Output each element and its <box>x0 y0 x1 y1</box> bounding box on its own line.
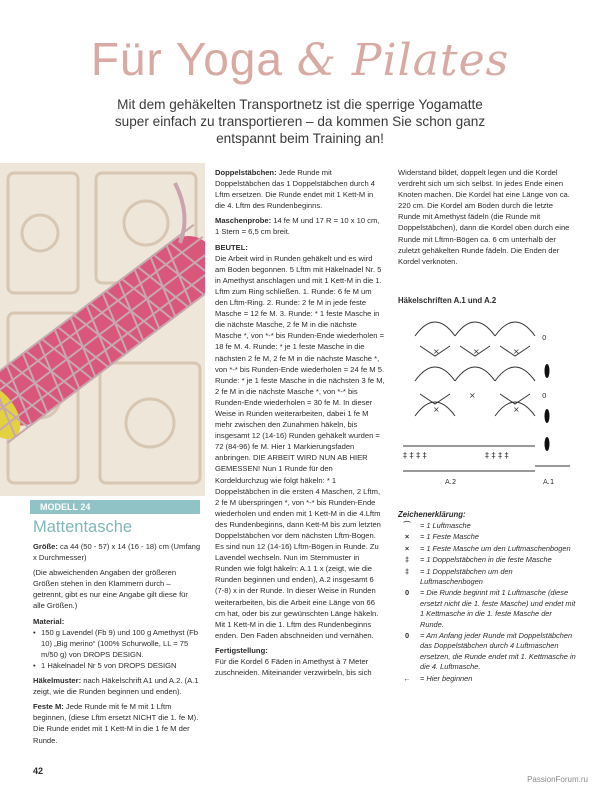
legend-item <box>398 555 576 565</box>
size-text: ca 44 (50 - 57) x 14 (16 - 18) cm (Umfang x Durchmesser) <box>33 542 201 563</box>
svg-text:‡ ‡ ‡ ‡: ‡ ‡ ‡ ‡ <box>403 451 427 460</box>
watermark: PassionForum.ru <box>527 775 588 784</box>
gauge-label: Maschenprobe: <box>215 216 272 226</box>
beutel-label: BEUTEL: <box>215 242 248 252</box>
legend <box>398 521 576 685</box>
legend-text: = Am Anfang jeder Runde mit Doppelstäbchen das Doppelstäbchen durch 4 Luftmaschen ersetzen, die Runde endet mit 1. Kettmasche in die 4. Luftmasche. <box>420 631 576 672</box>
legend-item <box>398 631 576 673</box>
material-item: • 1 Häkelnadel Nr 5 von DROPS DESIGN <box>33 660 201 671</box>
chart-label-a2: A.2 <box>445 478 457 486</box>
svg-text:‡ ‡ ‡ ‡: ‡ ‡ ‡ ‡ <box>485 451 509 460</box>
legend-text: = 1 Feste Masche um den Luftmaschenbogen <box>420 543 571 553</box>
svg-text:×: × <box>433 405 440 414</box>
gauge-text: 14 fe M und 17 R = 10 x 10 cm, 1 Stern = 6,5 cm breit. <box>215 216 380 237</box>
material-label: Material: <box>33 616 65 626</box>
svg-text:×: × <box>513 405 520 414</box>
material-list <box>33 627 201 671</box>
fm-label: Feste M: <box>33 702 64 712</box>
legend-item <box>398 532 576 542</box>
material-item: • 150 g Lavendel (Fb 9) und 100 g Amethyst (Fb 10) „Big merino“ (100% Schurwolle, LL = 75 m/50 g) von DROPS DESIGN. <box>33 627 201 660</box>
pattern-text: nach Häkelschrift A1 und A.2. (A.1 zeigt, wie die Runden beginnen und enden). <box>33 676 199 697</box>
legend-text: = Die Runde beginnt mit 1 Luftmasche (diese ersetzt nicht die 1. feste Masche) und endet mit 1 Kettmasche in die 1. feste Masche der Runde. <box>420 588 576 629</box>
legend-title: Zeichenerklärung: <box>398 510 466 519</box>
chain-arch <box>455 367 495 381</box>
dst-text: Jede Runde mit Doppelstäbchen das 1 Doppelstäbchen durch 4 Lftm ersetzen. Die Runde endet mit 1 Kett-M in die 4. Lftm des Rundenbeginns. <box>215 168 376 211</box>
column-1 <box>33 541 201 750</box>
finishing-continued-text: Widerstand bildet, doppelt legen und die Kordel verdreht sich um sich selbst. In jedes Ende einen Knoten machen. Die Kordel hat eine Länge von ca. 220 cm. Die Kordel am Boden durch die letzte Runde mit Amethyst fädeln (die Runde mit Doppelstäbchen), dann die Kordel oben durch eine Runde mit Lftmn-Bögen ca. 6 cm unterhalb der zuletzt gehäkelten Runde fädeln. Die Enden der Kordel verknoten. <box>398 168 570 266</box>
crochet-chart <box>395 306 575 494</box>
svg-text:×: × <box>469 391 476 400</box>
legend-text: = 1 Doppelstäbchen in die feste Masche <box>420 555 552 565</box>
model-badge: MODELL 24 <box>30 500 200 514</box>
chart-row-marker: 0 <box>542 334 547 342</box>
chart-row-marker: 0 <box>542 392 547 400</box>
legend-item <box>398 567 576 588</box>
column-2 <box>215 167 385 682</box>
chain-arch <box>415 322 455 336</box>
legend-symbol: 0 <box>404 588 410 598</box>
svg-text:×: × <box>513 347 520 356</box>
legend-text: = 1 Luftmasche <box>420 521 471 530</box>
chart-title: Häkelschriften A.1 und A.2 <box>398 296 497 305</box>
legend-symbol: 0 <box>404 631 410 641</box>
chart-label-a1: A.1 <box>543 478 555 486</box>
chain-arch <box>495 322 535 336</box>
beutel-text: Die Arbeit wird in Runden gehäkelt und es wird am Boden begonnen. 5 Lftm mit Häkelnadel Nr. 5 in Amethyst anschlagen und mit 1 Kett-M in die 1. Lftm zum Ring schließen. 1. Runde: 6 fe M um den Lftm-Ring. 2. Runde: 2 fe M in jede feste Masche = 12 fe M. 3. Runde: * 1 feste Masche in die nächste Masche, 2 fe M in die nächste Masche *, von *-* bis Runden-Ende wiederholen = 18 fe M. 4. Runde: * je 1 feste Masche in die nächsten 2 fe M, 2 fe M in die nächste Masche *, von *-* bis Runden-Ende wiederholen = 24 fe M 5. Runde: * je 1 feste Masche in die nächsten 3 fe M, 2 fe M in die nächste Masche *, von *-* bis Runden-Ende wiederholen = 30 fe M. In dieser Weise in Runden weiterarbeiten, dabei 1 fe M mehr zwischen den Zunahmen häkeln, bis insgesamt 12 (14-16) Runden gehäkelt wurden = 72 (84-96) fe M. Hier 1 Markierungsfaden anbringen. DIE ARBEIT WIRD NUN AB HIER GEMESSEN! Nun 1 Runde für den Kordeldurchzug wie folgt häkeln: * 1 Doppelstäbchen in die ersten 4 Maschen, 2 Lftm, 2 fe M überspringen *, von *-* bis Runden-Ende wiederholen und enden mit 1 Kett-M in die 4.Lftm des Rundenbeginns, dann Kett-M bis zum letzten Doppelstäbchen vor dem nächsten Lftm-Bogen. Es sind nun 12 (14-16) Lftm-Bögen in Runde. Zu Lavendel wechseln. Nun im Sternmuster in Runden wie folgt häkeln: A.1 1 x (zeigt, wie die Runden beginnen und enden), A.2 insgesamt 6 (7-8) x in der Runde. In dieser Weise in Runden weiterarbeiten, bis die Arbeit eine Länge von 66 cm hat, oder bis zur gewünschten Länge häkeln. Mit 1 Kett-M in die 1. Lftm des Rundenbeginns enden. Den Faden abschneiden und vernähen. <box>215 253 385 640</box>
title-main: Für Yoga <box>90 33 297 85</box>
legend-symbol: ⁀ <box>404 521 410 530</box>
page-number: 42 <box>33 766 44 776</box>
page-title <box>0 32 600 86</box>
dst-label: Doppelstäbchen: <box>215 168 277 177</box>
legend-item <box>398 544 576 554</box>
column-3 <box>398 167 570 271</box>
finishing-text: Für die Kordel 6 Fäden in Amethyst à 7 Meter zuschneiden. Miteinander verzwirbeln, bis sich <box>215 657 372 678</box>
legend-symbol: ‡ <box>404 566 410 576</box>
legend-text: = Hier beginnen <box>420 673 473 683</box>
chain-arch <box>415 367 455 381</box>
legend-text: = 1 Feste Masche <box>420 532 479 542</box>
product-photo <box>0 163 205 496</box>
legend-symbol: × <box>404 532 410 542</box>
fm-text: Jede Runde mit fe M mit 1 Lftm beginnen, (diese Lftm ersetzt NICHT die 1. fe M). Die Runde endet mit 1 Kett-M in die 1 fe M der Runde. <box>33 702 199 745</box>
chain-arch <box>455 322 495 336</box>
legend-symbol: × <box>404 543 410 553</box>
legend-item <box>398 674 576 684</box>
legend-symbol: ‡ <box>404 555 410 565</box>
intro-text: Mit dem gehäkelten Transportnetz ist die sperrige Yogamatte super einfach zu transportieren – da kommen Sie schon ganz entspannt beim Training an! <box>114 97 486 146</box>
svg-text:×: × <box>473 347 480 356</box>
size-note: (Die abweichenden Angaben der größeren Größen stehen in den Klammern durch – getrennt, gibt es nur eine Angabe gilt diese für alle Größen.) <box>33 568 188 611</box>
legend-item <box>398 588 576 630</box>
legend-text: = 1 Doppelstäbchen um den Luftmaschenbogen <box>420 566 513 587</box>
title-script: & Pilates <box>296 35 510 86</box>
svg-text:×: × <box>433 347 440 356</box>
legend-item <box>398 521 576 531</box>
finishing-label: Fertigstellung: <box>215 645 268 655</box>
pattern-label: Häkelmuster: <box>33 676 82 686</box>
size-label: Größe: <box>33 542 58 551</box>
model-name: Mattentasche <box>33 518 133 536</box>
chain-arch <box>495 367 535 381</box>
legend-symbol: ← <box>403 673 411 683</box>
